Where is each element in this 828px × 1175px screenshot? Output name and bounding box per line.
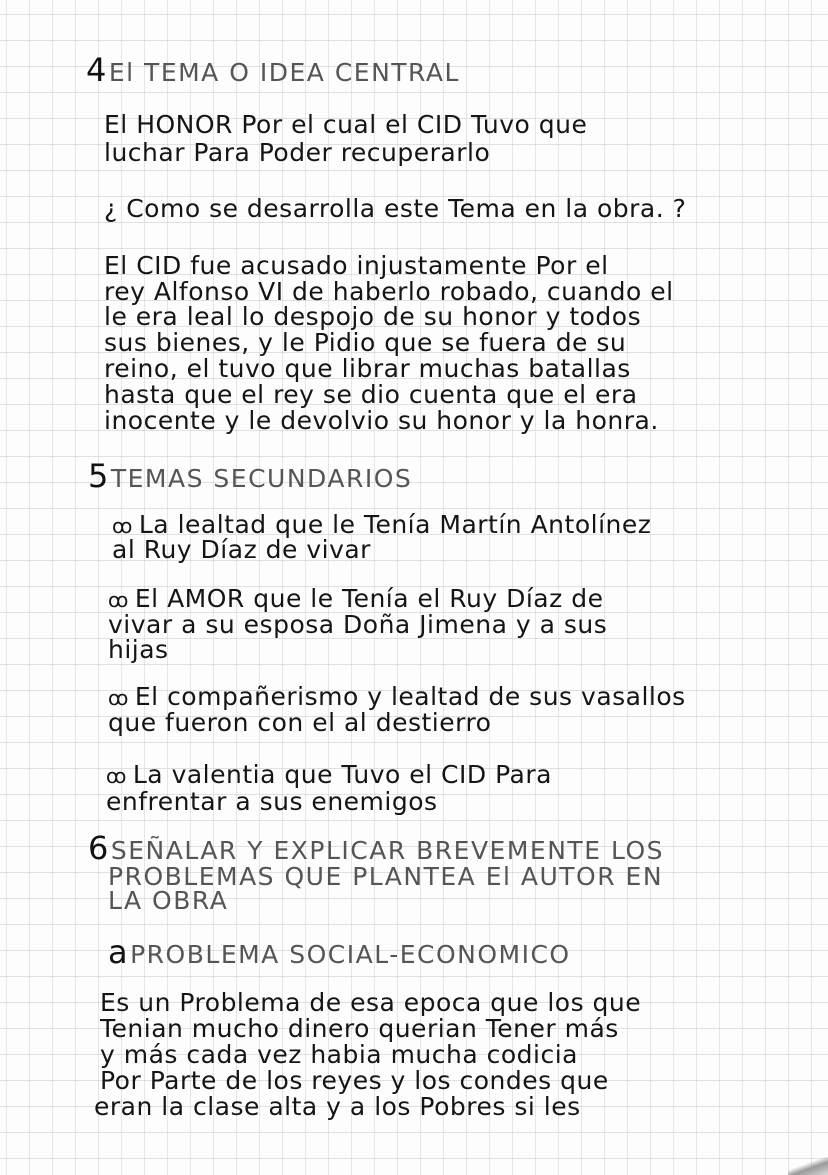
secondary-theme-line: al Ruy Díaz de vivar (112, 535, 371, 564)
section-6-heading-line: LA OBRA (108, 886, 229, 915)
flourish-bullet-icon: ꝏ (106, 764, 127, 788)
secondary-theme-line: hijas (108, 635, 169, 664)
flourish-bullet-icon: ꝏ (108, 686, 129, 710)
answer-line: El HONOR Por el cual el CID Tuvo que (104, 110, 588, 139)
secondary-theme-item: ꝏ El compañerismo y lealtad de sus vasallos (108, 682, 686, 711)
heading-text: TEMAS SECUNDARIOS (110, 464, 413, 493)
subsection-letter: a (108, 933, 129, 971)
subsection-a-heading (108, 933, 571, 971)
secondary-theme-line: enfrentar a sus enemigos (106, 787, 438, 816)
development-line: reino, el tuvo que librar muchas batallas (104, 354, 631, 383)
secondary-theme-line: que fueron con el al destierro (108, 708, 492, 737)
problem-line: Es un Problema de esa epoca que los que (100, 988, 642, 1017)
answer-line: luchar Para Poder recuperarlo (104, 138, 491, 167)
secondary-theme-item: ꝏ La valentia que Tuvo el CID Para (106, 760, 552, 789)
flourish-bullet-icon: ꝏ (112, 514, 133, 538)
development-line: sus bienes, y le Pidio que se fuera de su (104, 328, 627, 357)
problem-line: y más cada vez habia mucha codicia (100, 1040, 578, 1069)
heading-text: PROBLEMA SOCIAL-ECONOMICO (130, 940, 571, 969)
question-line: ¿ Como se desarrolla este Tema en la obra. ? (104, 194, 687, 223)
secondary-theme-item: ꝏ El AMOR que le Tenía el Ruy Díaz de (108, 584, 604, 613)
heading-text: SEÑALAR Y EXPLICAR BREVEMENTE LOS (110, 836, 665, 865)
problem-line: Por Parte de los reyes y los condes que (100, 1066, 609, 1095)
section-number: 5 (88, 457, 109, 495)
flourish-bullet-icon: ꝏ (108, 588, 129, 612)
section-4-heading (86, 51, 460, 89)
secondary-theme-line: vivar a su esposa Doña Jimena y a sus (108, 610, 608, 639)
problem-line: Tenian mucho dinero querian Tener más (100, 1014, 619, 1043)
section-6-heading (88, 829, 665, 867)
development-line: hasta que el rey se dio cuenta que el era (104, 380, 638, 409)
problem-line: eran la clase alta y a los Pobres si les (94, 1092, 581, 1121)
heading-text: El TEMA O IDEA CENTRAL (108, 58, 460, 87)
page-corner-shadow (788, 1157, 828, 1175)
development-line: rey Alfonso VI de haberlo robado, cuando el (104, 277, 674, 306)
section-number: 6 (88, 829, 109, 867)
development-line: El CID fue acusado injustamente Por el (104, 251, 609, 280)
section-5-heading (88, 457, 413, 495)
section-number: 4 (86, 51, 107, 89)
development-line: inocente y le devolvio su honor y la honra. (104, 406, 659, 435)
secondary-theme-item: ꝏ La lealtad que le Tenía Martín Antolínez (112, 510, 652, 539)
section-6-heading-line: PROBLEMAS QUE PLANTEA El AUTOR EN (108, 862, 664, 891)
development-line: le era leal lo despojo de su honor y todos (104, 302, 642, 331)
